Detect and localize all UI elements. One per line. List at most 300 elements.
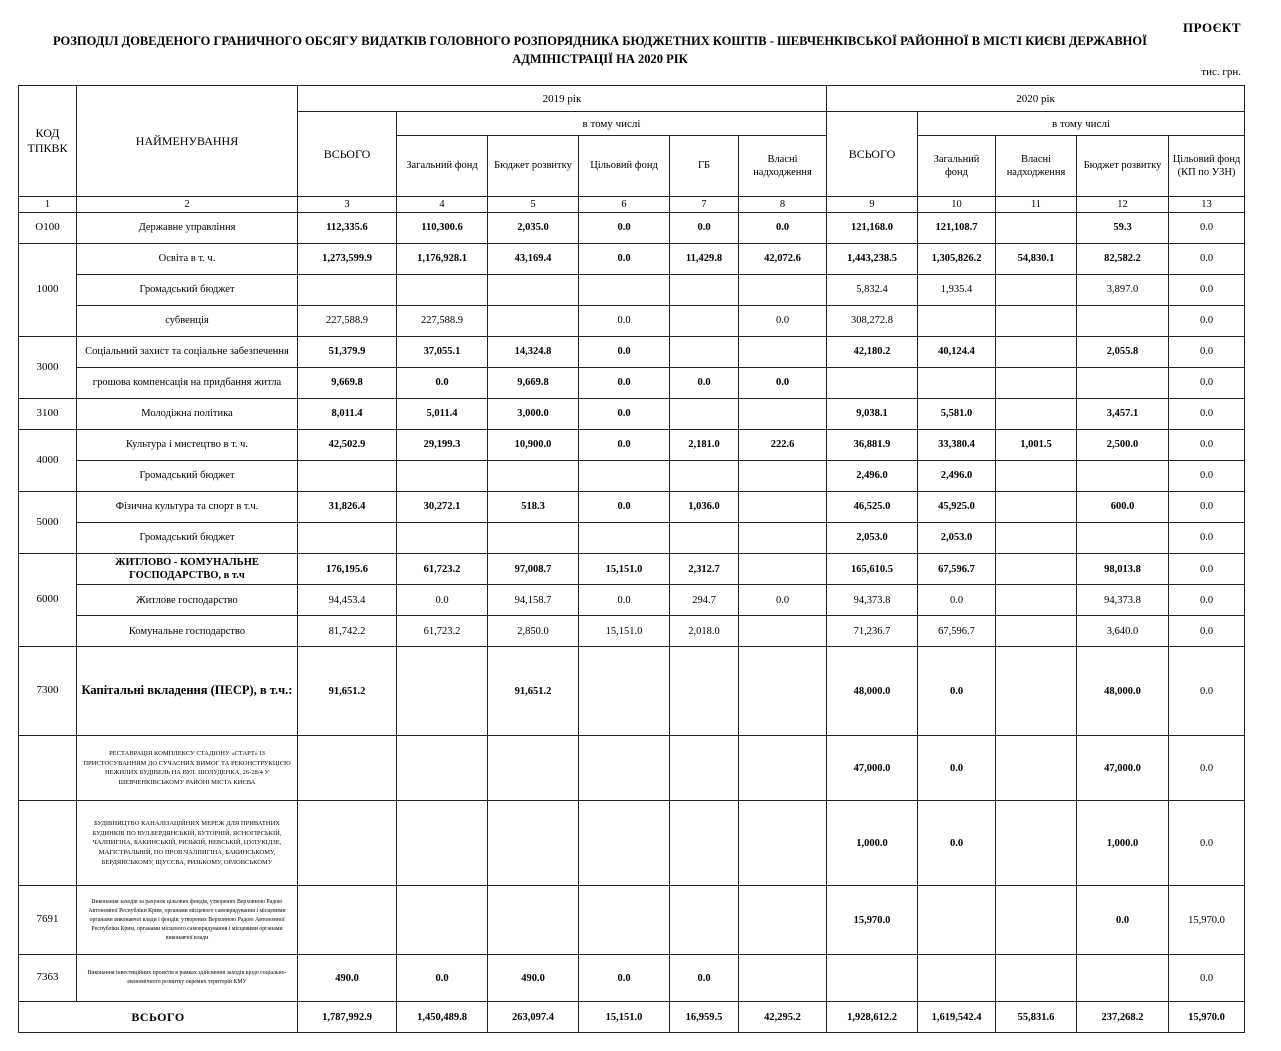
table-row: [19, 616, 1245, 647]
code-cell: 3100: [19, 399, 77, 430]
value-cell: [996, 306, 1077, 337]
name-cell: Освіта в т. ч.: [77, 244, 298, 275]
value-cell: [397, 523, 488, 554]
value-cell: [739, 461, 827, 492]
value-cell: 94,453.4: [298, 585, 397, 616]
value-cell: 40,124.4: [918, 337, 996, 368]
value-cell: 0.0: [1077, 886, 1169, 955]
value-cell: [298, 523, 397, 554]
table-row: [19, 368, 1245, 399]
name-cell: Капітальні вкладення (ПЕСР), в т.ч.:: [77, 647, 298, 736]
value-cell: 0.0: [1169, 523, 1245, 554]
value-cell: 490.0: [488, 955, 579, 1002]
value-cell: 0.0: [1169, 368, 1245, 399]
value-cell: 1,176,928.1: [397, 244, 488, 275]
value-cell: 30,272.1: [397, 492, 488, 523]
value-cell: [918, 306, 996, 337]
value-cell: [739, 647, 827, 736]
value-cell: 237,268.2: [1077, 1002, 1169, 1033]
totals-label: ВСЬОГО: [19, 1002, 298, 1033]
value-cell: 0.0: [1169, 430, 1245, 461]
value-cell: 91,651.2: [488, 647, 579, 736]
value-cell: 42,295.2: [739, 1002, 827, 1033]
year-2020-header: 2020 рік: [827, 86, 1245, 112]
value-cell: 0.0: [1169, 554, 1245, 585]
name-cell: субвенція: [77, 306, 298, 337]
value-cell: 2,181.0: [670, 430, 739, 461]
value-cell: 48,000.0: [1077, 647, 1169, 736]
value-cell: [996, 955, 1077, 1002]
name-cell: Громадський бюджет: [77, 523, 298, 554]
value-cell: 11,429.8: [670, 244, 739, 275]
total-2020-header: ВСЬОГО: [827, 112, 918, 197]
value-cell: [996, 213, 1077, 244]
value-cell: 0.0: [1169, 647, 1245, 736]
value-cell: [739, 801, 827, 886]
col-header-name: НАЙМЕНУВАННЯ: [77, 86, 298, 197]
including-2020-header: в тому числі: [918, 112, 1245, 136]
column-number: 7: [670, 197, 739, 213]
value-cell: 0.0: [579, 368, 670, 399]
value-cell: 5,011.4: [397, 399, 488, 430]
value-cell: 1,450,489.8: [397, 1002, 488, 1033]
value-cell: [488, 461, 579, 492]
name-cell: Фізична культура та спорт в т.ч.: [77, 492, 298, 523]
value-cell: [1077, 461, 1169, 492]
table-row: [19, 523, 1245, 554]
value-cell: 176,195.6: [298, 554, 397, 585]
value-cell: [996, 801, 1077, 886]
value-cell: 3,897.0: [1077, 275, 1169, 306]
value-cell: [670, 461, 739, 492]
value-cell: [488, 523, 579, 554]
value-cell: 98,013.8: [1077, 554, 1169, 585]
value-cell: 91,651.2: [298, 647, 397, 736]
value-cell: 16,959.5: [670, 1002, 739, 1033]
value-cell: 121,168.0: [827, 213, 918, 244]
value-cell: 31,826.4: [298, 492, 397, 523]
value-cell: 490.0: [298, 955, 397, 1002]
value-cell: 2,500.0: [1077, 430, 1169, 461]
value-cell: 9,669.8: [488, 368, 579, 399]
document-title: РОЗПОДІЛ ДОВЕДЕНОГО ГРАНИЧНОГО ОБСЯГУ ВИДАТКІВ ГОЛОВНОГО РОЗПОРЯДНИКА БЮДЖЕТНИХ КОШТІВ - ШЕВЧЕНКІВСЬКОЇ РАЙОННОЇ В МІСТІ КИЄВІ ДЕРЖАВНОЇ АДМІНІСТРАЦІЇ НА 2020 РІК: [53, 34, 1147, 67]
value-cell: 15,151.0: [579, 616, 670, 647]
value-cell: 15,151.0: [579, 554, 670, 585]
value-cell: [397, 736, 488, 801]
value-cell: [579, 736, 670, 801]
value-cell: [670, 647, 739, 736]
table-row: [19, 399, 1245, 430]
col-header-2019-own-income: Власні надходження: [739, 136, 827, 197]
value-cell: 1,036.0: [670, 492, 739, 523]
value-cell: 61,723.2: [397, 616, 488, 647]
value-cell: 1,787,992.9: [298, 1002, 397, 1033]
value-cell: [579, 523, 670, 554]
value-cell: [739, 886, 827, 955]
value-cell: 0.0: [918, 736, 996, 801]
value-cell: [670, 399, 739, 430]
value-cell: 15,970.0: [827, 886, 918, 955]
value-cell: 0.0: [579, 306, 670, 337]
value-cell: 1,305,826.2: [918, 244, 996, 275]
value-cell: 0.0: [579, 244, 670, 275]
value-cell: 42,180.2: [827, 337, 918, 368]
table-row: [19, 585, 1245, 616]
value-cell: [579, 461, 670, 492]
code-cell: 7363: [19, 955, 77, 1002]
name-cell: Молодіжна політика: [77, 399, 298, 430]
table-row: [19, 430, 1245, 461]
value-cell: [579, 275, 670, 306]
value-cell: [488, 801, 579, 886]
including-2019-header: в тому числі: [397, 112, 827, 136]
name-cell: Культура і мистецтво в т. ч.: [77, 430, 298, 461]
value-cell: 1,273,599.9: [298, 244, 397, 275]
value-cell: [1077, 523, 1169, 554]
value-cell: [488, 275, 579, 306]
value-cell: 47,000.0: [827, 736, 918, 801]
value-cell: 9,669.8: [298, 368, 397, 399]
value-cell: 2,055.8: [1077, 337, 1169, 368]
value-cell: 67,596.7: [918, 554, 996, 585]
value-cell: [996, 275, 1077, 306]
value-cell: [298, 801, 397, 886]
value-cell: [739, 736, 827, 801]
value-cell: 3,000.0: [488, 399, 579, 430]
value-cell: 61,723.2: [397, 554, 488, 585]
code-cell: 4000: [19, 430, 77, 492]
value-cell: 263,097.4: [488, 1002, 579, 1033]
value-cell: [996, 886, 1077, 955]
value-cell: 110,300.6: [397, 213, 488, 244]
project-label: ПРОЄКТ: [1182, 20, 1241, 35]
value-cell: 0.0: [670, 368, 739, 399]
value-cell: 222.6: [739, 430, 827, 461]
value-cell: 1,443,238.5: [827, 244, 918, 275]
name-cell: Виконання інвестиційних проектів в рамках здійснення заходів щодо соціально-економічного розвитку окремих територій КМУ: [77, 955, 298, 1002]
value-cell: 0.0: [1169, 213, 1245, 244]
column-number: 9: [827, 197, 918, 213]
value-cell: [298, 275, 397, 306]
value-cell: [996, 647, 1077, 736]
value-cell: [670, 275, 739, 306]
value-cell: 5,581.0: [918, 399, 996, 430]
value-cell: [670, 306, 739, 337]
value-cell: [918, 886, 996, 955]
col-header-2019-gb: ГБ: [670, 136, 739, 197]
name-cell: Соціальний захист та соціальне забезпечення: [77, 337, 298, 368]
totals-row: [19, 1002, 1245, 1033]
value-cell: 0.0: [397, 955, 488, 1002]
value-cell: 42,072.6: [739, 244, 827, 275]
table-row: [19, 244, 1245, 275]
value-cell: 97,008.7: [488, 554, 579, 585]
value-cell: 2,312.7: [670, 554, 739, 585]
value-cell: 2,850.0: [488, 616, 579, 647]
column-number: 13: [1169, 197, 1245, 213]
value-cell: [996, 492, 1077, 523]
value-cell: 0.0: [739, 306, 827, 337]
value-cell: [739, 554, 827, 585]
value-cell: 82,582.2: [1077, 244, 1169, 275]
budget-table: [18, 85, 1245, 1033]
value-cell: 37,055.1: [397, 337, 488, 368]
value-cell: [397, 801, 488, 886]
value-cell: 47,000.0: [1077, 736, 1169, 801]
value-cell: 0.0: [1169, 585, 1245, 616]
value-cell: 1,000.0: [827, 801, 918, 886]
value-cell: [827, 955, 918, 1002]
value-cell: [298, 461, 397, 492]
value-cell: [996, 368, 1077, 399]
value-cell: [670, 886, 739, 955]
value-cell: 2,496.0: [918, 461, 996, 492]
value-cell: 0.0: [579, 213, 670, 244]
col-header-2019-dev-budget: Бюджет розвитку: [488, 136, 579, 197]
table-row: [19, 213, 1245, 244]
table-row: [19, 736, 1245, 801]
value-cell: [918, 955, 996, 1002]
table-row: [19, 554, 1245, 585]
value-cell: [488, 306, 579, 337]
col-header-2020-general-fund: Загальний фонд: [918, 136, 996, 197]
column-number: 12: [1077, 197, 1169, 213]
column-number: 4: [397, 197, 488, 213]
code-cell: 7691: [19, 886, 77, 955]
column-number: 8: [739, 197, 827, 213]
value-cell: 3,640.0: [1077, 616, 1169, 647]
code-cell: 6000: [19, 554, 77, 647]
value-cell: [739, 275, 827, 306]
value-cell: [670, 523, 739, 554]
value-cell: [996, 461, 1077, 492]
code-cell: [19, 801, 77, 886]
value-cell: 36,881.9: [827, 430, 918, 461]
value-cell: [739, 523, 827, 554]
value-cell: 0.0: [1169, 275, 1245, 306]
table-row: [19, 306, 1245, 337]
value-cell: [739, 955, 827, 1002]
value-cell: 2,035.0: [488, 213, 579, 244]
name-cell: Комунальне господарство: [77, 616, 298, 647]
value-cell: 0.0: [918, 647, 996, 736]
value-cell: [996, 399, 1077, 430]
value-cell: 15,970.0: [1169, 886, 1245, 955]
name-cell: БУДІВНИЦТВО КАНАЛІЗАЦІЙНИХ МЕРЕЖ ДЛЯ ПРИВАТНИХ БУДИНКІВ ПО ВУЛ.БЕРДЯНСЬКІЙ, БУТОРНІЙ, ЯСНОГІРСЬКІЙ, ЧАЛПИГІНА, БАКИНСЬКІЙ, РИЗЬКІЙ, НЕВСЬКІЙ, ЦУЛУКІДЗЕ, МАГІСТРАЛЬНІЙ, ПО ПРОВ.ЧАЛПИГІНА, БАКИНСЬКОМУ, БЕРДЯНСЬКОМУ, ЩУСЄВА, РИЗЬКОМУ, ОРЛОВСЬКОМУ: [77, 801, 298, 886]
col-header-2019-general-fund: Загальний фонд: [397, 136, 488, 197]
value-cell: 14,324.8: [488, 337, 579, 368]
value-cell: 165,610.5: [827, 554, 918, 585]
value-cell: 227,588.9: [298, 306, 397, 337]
value-cell: 227,588.9: [397, 306, 488, 337]
value-cell: 9,038.1: [827, 399, 918, 430]
value-cell: [397, 647, 488, 736]
value-cell: 1,001.5: [996, 430, 1077, 461]
value-cell: [670, 736, 739, 801]
value-cell: [397, 886, 488, 955]
value-cell: 2,053.0: [918, 523, 996, 554]
total-2019-header: ВСЬОГО: [298, 112, 397, 197]
value-cell: 308,272.8: [827, 306, 918, 337]
code-cell: [19, 736, 77, 801]
value-cell: 0.0: [1169, 736, 1245, 801]
value-cell: 94,158.7: [488, 585, 579, 616]
value-cell: 121,108.7: [918, 213, 996, 244]
value-cell: 0.0: [1169, 492, 1245, 523]
value-cell: 518.3: [488, 492, 579, 523]
table-row: [19, 955, 1245, 1002]
table-row: [19, 886, 1245, 955]
value-cell: [488, 886, 579, 955]
value-cell: [827, 368, 918, 399]
table-row: [19, 275, 1245, 306]
value-cell: [996, 523, 1077, 554]
value-cell: [918, 368, 996, 399]
value-cell: 2,496.0: [827, 461, 918, 492]
value-cell: 600.0: [1077, 492, 1169, 523]
value-cell: 43,169.4: [488, 244, 579, 275]
value-cell: 59.3: [1077, 213, 1169, 244]
value-cell: 0.0: [918, 801, 996, 886]
value-cell: 42,502.9: [298, 430, 397, 461]
column-number: 1: [19, 197, 77, 213]
name-cell: Громадський бюджет: [77, 461, 298, 492]
column-number: 11: [996, 197, 1077, 213]
value-cell: 0.0: [918, 585, 996, 616]
name-cell: РЕСТАВРАЦІЯ КОМПЛЕКСУ СТАДІОНУ «СТАРТ» ІЗ ПРИСТОСУВАННЯМ ДО СУЧАСНИХ ВИМОГ ТА РЕКОНСТРУКЦІЄЮ НЕЖИЛИХ БУДІВЕЛЬ НА ВУЛ. ШОЛУДЕНКА, 26-28/4 У ШЕВЧЕНКІВСЬКОМУ РАЙОНІ МІСТА КИЄВА: [77, 736, 298, 801]
value-cell: 15,151.0: [579, 1002, 670, 1033]
value-cell: 1,928,612.2: [827, 1002, 918, 1033]
value-cell: 0.0: [670, 213, 739, 244]
value-cell: [996, 736, 1077, 801]
value-cell: [996, 616, 1077, 647]
table-row: [19, 337, 1245, 368]
value-cell: 0.0: [397, 368, 488, 399]
value-cell: [397, 461, 488, 492]
col-header-2020-dev-budget: Бюджет розвитку: [1077, 136, 1169, 197]
value-cell: [670, 801, 739, 886]
value-cell: 0.0: [1169, 616, 1245, 647]
value-cell: [1077, 368, 1169, 399]
col-header-2020-own-income: Власні надходження: [996, 136, 1077, 197]
value-cell: [579, 801, 670, 886]
code-cell: 7300: [19, 647, 77, 736]
value-cell: [579, 647, 670, 736]
value-cell: 2,018.0: [670, 616, 739, 647]
value-cell: [739, 337, 827, 368]
value-cell: [996, 554, 1077, 585]
value-cell: 0.0: [579, 492, 670, 523]
value-cell: 0.0: [739, 368, 827, 399]
value-cell: 8,011.4: [298, 399, 397, 430]
value-cell: 94,373.8: [1077, 585, 1169, 616]
value-cell: 0.0: [1169, 801, 1245, 886]
value-cell: 3,457.1: [1077, 399, 1169, 430]
value-cell: 294.7: [670, 585, 739, 616]
units-label: тис. грн.: [1201, 66, 1241, 78]
value-cell: 10,900.0: [488, 430, 579, 461]
column-number: 10: [918, 197, 996, 213]
value-cell: 2,053.0: [827, 523, 918, 554]
value-cell: [739, 616, 827, 647]
value-cell: [1077, 306, 1169, 337]
table-row: [19, 461, 1245, 492]
value-cell: [397, 275, 488, 306]
value-cell: 55,831.6: [996, 1002, 1077, 1033]
value-cell: 0.0: [579, 585, 670, 616]
code-cell: 3000: [19, 337, 77, 399]
value-cell: 51,379.9: [298, 337, 397, 368]
value-cell: [996, 337, 1077, 368]
col-header-2019-target-fund: Цільовий фонд: [579, 136, 670, 197]
value-cell: 5,832.4: [827, 275, 918, 306]
value-cell: [488, 736, 579, 801]
value-cell: [739, 492, 827, 523]
col-header-code: КОД ТПКВК: [19, 86, 77, 197]
value-cell: 48,000.0: [827, 647, 918, 736]
value-cell: [579, 886, 670, 955]
value-cell: 0.0: [579, 955, 670, 1002]
value-cell: 0.0: [1169, 244, 1245, 275]
value-cell: 1,935.4: [918, 275, 996, 306]
column-number: 6: [579, 197, 670, 213]
value-cell: 67,596.7: [918, 616, 996, 647]
name-cell: Виконання заходів за рахунок цільових фондів, утворених Верховною Радою Автономної Республіки Крим, органами місцевого самоврядування і місцевими органами виконавчої влади і фондів, утворених Верховною Радою Автономної Республіки Крим, органами місцевого самоврядування і місцевими органами виконавчої влади: [77, 886, 298, 955]
name-cell: Житлове господарство: [77, 585, 298, 616]
value-cell: [670, 337, 739, 368]
table-row: [19, 492, 1245, 523]
value-cell: 0.0: [1169, 399, 1245, 430]
value-cell: 33,380.4: [918, 430, 996, 461]
value-cell: 1,619,542.4: [918, 1002, 996, 1033]
value-cell: 0.0: [1169, 337, 1245, 368]
value-cell: 0.0: [1169, 461, 1245, 492]
name-cell: грошова компенсація на придбання житла: [77, 368, 298, 399]
value-cell: 54,830.1: [996, 244, 1077, 275]
value-cell: [996, 585, 1077, 616]
value-cell: 0.0: [579, 337, 670, 368]
name-cell: ЖИТЛОВО - КОМУНАЛЬНЕ ГОСПОДАРСТВО, в т.ч: [77, 554, 298, 585]
column-number: 3: [298, 197, 397, 213]
code-cell: 5000: [19, 492, 77, 554]
column-number: 2: [77, 197, 298, 213]
value-cell: [298, 736, 397, 801]
value-cell: 0.0: [397, 585, 488, 616]
value-cell: [1077, 955, 1169, 1002]
year-2019-header: 2019 рік: [298, 86, 827, 112]
value-cell: 0.0: [739, 213, 827, 244]
value-cell: 81,742.2: [298, 616, 397, 647]
value-cell: 0.0: [1169, 306, 1245, 337]
value-cell: 71,236.7: [827, 616, 918, 647]
code-cell: 1000: [19, 244, 77, 337]
table-row: [19, 801, 1245, 886]
value-cell: 0.0: [670, 955, 739, 1002]
column-numbers-row: [19, 197, 1245, 213]
value-cell: 0.0: [739, 585, 827, 616]
value-cell: 29,199.3: [397, 430, 488, 461]
column-number: 5: [488, 197, 579, 213]
value-cell: 46,525.0: [827, 492, 918, 523]
value-cell: 45,925.0: [918, 492, 996, 523]
value-cell: [739, 399, 827, 430]
value-cell: 0.0: [1169, 955, 1245, 1002]
value-cell: 15,970.0: [1169, 1002, 1245, 1033]
value-cell: 0.0: [579, 430, 670, 461]
value-cell: 1,000.0: [1077, 801, 1169, 886]
value-cell: 94,373.8: [827, 585, 918, 616]
table-row: [19, 647, 1245, 736]
